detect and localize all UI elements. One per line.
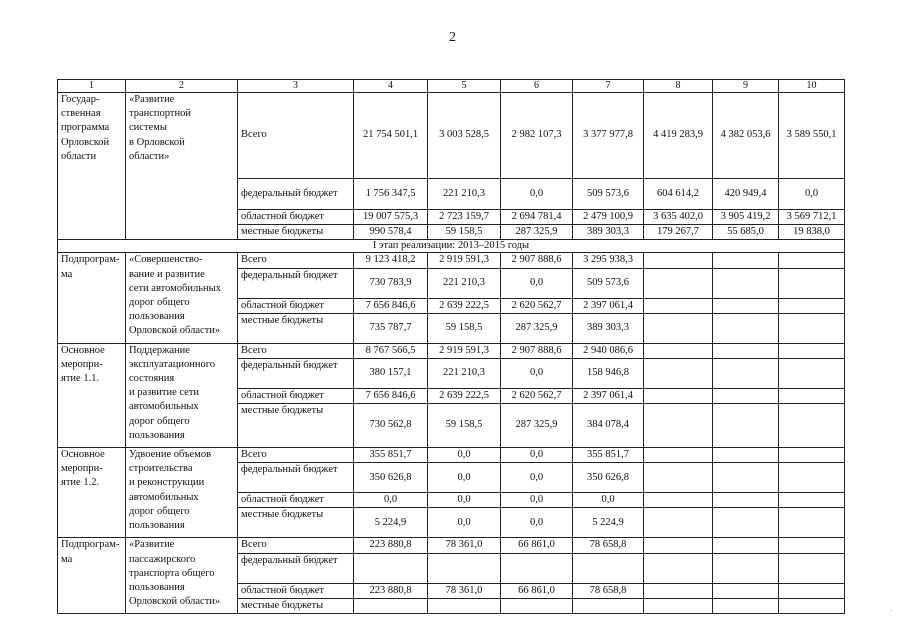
amount-cell: 2 620 562,7 — [501, 388, 573, 403]
funding-source: местные бюджеты — [238, 404, 354, 448]
empty-cell — [713, 493, 779, 508]
amount-cell: 287 325,9 — [501, 225, 573, 240]
empty-cell — [644, 553, 713, 583]
empty-cell — [644, 253, 713, 268]
amount-cell: 8 767 566,5 — [354, 343, 428, 358]
amount-cell: 287 325,9 — [501, 313, 573, 343]
funding-source: местные бюджеты — [238, 313, 354, 343]
stage-label: I этап реализации: 2013–2015 годы — [58, 240, 845, 253]
amount-cell: 389 303,3 — [573, 225, 644, 240]
funding-source: местные бюджеты — [238, 598, 354, 613]
empty-cell — [713, 298, 779, 313]
empty-cell — [644, 508, 713, 538]
amount-cell: 78 658,8 — [573, 583, 644, 598]
amount-cell: 221 210,3 — [428, 179, 501, 210]
empty-cell — [713, 313, 779, 343]
amount-cell: 55 685,0 — [713, 225, 779, 240]
empty-cell — [644, 598, 713, 613]
program-level: Основное меропри- ятие 1.1. — [58, 343, 126, 447]
empty-cell — [779, 253, 845, 268]
funding-source: областной бюджет — [238, 210, 354, 225]
empty-cell — [779, 553, 845, 583]
empty-cell — [644, 268, 713, 298]
amount-cell: 287 325,9 — [501, 404, 573, 448]
header-row — [58, 80, 845, 93]
empty-cell — [779, 583, 845, 598]
table-row — [58, 538, 845, 553]
empty-cell — [713, 463, 779, 493]
funding-source: областной бюджет — [238, 298, 354, 313]
empty-cell — [644, 358, 713, 388]
amount-cell: 3 295 938,3 — [573, 253, 644, 268]
funding-source: областной бюджет — [238, 583, 354, 598]
amount-cell: 5 224,9 — [354, 508, 428, 538]
amount-cell: 730 783,9 — [354, 268, 428, 298]
funding-source: Всего — [238, 253, 354, 268]
empty-cell — [644, 583, 713, 598]
amount-cell: 2 620 562,7 — [501, 298, 573, 313]
amount-cell: 2 397 061,4 — [573, 388, 644, 403]
amount-cell: 2 982 107,3 — [501, 93, 573, 179]
amount-cell: 350 626,8 — [354, 463, 428, 493]
amount-cell: 0,0 — [428, 508, 501, 538]
empty-cell — [713, 553, 779, 583]
amount-cell: 0,0 — [501, 493, 573, 508]
empty-cell — [644, 388, 713, 403]
amount-cell — [428, 553, 501, 583]
funding-source: областной бюджет — [238, 493, 354, 508]
amount-cell: 0,0 — [501, 508, 573, 538]
amount-cell: 59 158,5 — [428, 225, 501, 240]
empty-cell — [713, 598, 779, 613]
amount-cell: 2 723 159,7 — [428, 210, 501, 225]
amount-cell: 5 224,9 — [573, 508, 644, 538]
amount-cell: 3 905 419,2 — [713, 210, 779, 225]
empty-cell — [644, 298, 713, 313]
empty-cell — [713, 508, 779, 538]
amount-cell: 0,0 — [428, 448, 501, 463]
empty-cell — [779, 598, 845, 613]
amount-cell: 0,0 — [501, 358, 573, 388]
empty-cell — [779, 493, 845, 508]
amount-cell: 221 210,3 — [428, 268, 501, 298]
amount-cell: 0,0 — [501, 179, 573, 210]
funding-source: местные бюджеты — [238, 508, 354, 538]
amount-cell: 2 397 061,4 — [573, 298, 644, 313]
empty-cell — [779, 508, 845, 538]
amount-cell — [501, 553, 573, 583]
amount-cell — [573, 553, 644, 583]
empty-cell — [779, 268, 845, 298]
empty-cell — [713, 253, 779, 268]
amount-cell: 223 880,8 — [354, 538, 428, 553]
amount-cell: 59 158,5 — [428, 313, 501, 343]
empty-cell — [779, 313, 845, 343]
empty-cell — [779, 298, 845, 313]
amount-cell: 355 851,7 — [573, 448, 644, 463]
amount-cell: 4 419 283,9 — [644, 93, 713, 179]
amount-cell: 0,0 — [779, 179, 845, 210]
amount-cell: 730 562,8 — [354, 404, 428, 448]
table-row — [58, 253, 845, 268]
empty-cell — [713, 538, 779, 553]
funding-source: федеральный бюджет — [238, 463, 354, 493]
empty-cell — [713, 268, 779, 298]
empty-cell — [779, 448, 845, 463]
amount-cell — [501, 598, 573, 613]
empty-cell — [713, 388, 779, 403]
amount-cell: 4 382 053,6 — [713, 93, 779, 179]
amount-cell: 2 694 781,4 — [501, 210, 573, 225]
amount-cell: 350 626,8 — [573, 463, 644, 493]
amount-cell — [428, 598, 501, 613]
program-level: Подпрограм- ма — [58, 253, 126, 343]
amount-cell: 0,0 — [501, 268, 573, 298]
program-level: Государ- ственная программа Орловской области — [58, 93, 126, 240]
empty-cell — [779, 388, 845, 403]
empty-cell — [644, 463, 713, 493]
program-title: «Развитие пассажирского транспорта общего пользования Орловской области» — [126, 538, 238, 614]
amount-cell: 0,0 — [354, 493, 428, 508]
corner-mark: . — [890, 604, 892, 613]
amount-cell: 66 861,0 — [501, 538, 573, 553]
amount-cell: 509 573,6 — [573, 179, 644, 210]
empty-cell — [644, 313, 713, 343]
page-number: 2 — [449, 30, 456, 45]
amount-cell: 9 123 418,2 — [354, 253, 428, 268]
program-title: «Совершенство- вание и развитие сети автомобильных дорог общего пользования Орловской области» — [126, 253, 238, 343]
amount-cell: 2 919 591,3 — [428, 253, 501, 268]
column-header: 1 — [58, 80, 126, 93]
amount-cell: 66 861,0 — [501, 583, 573, 598]
amount-cell: 7 656 846,6 — [354, 388, 428, 403]
amount-cell: 3 635 402,0 — [644, 210, 713, 225]
empty-cell — [644, 448, 713, 463]
amount-cell: 19 007 575,3 — [354, 210, 428, 225]
amount-cell: 355 851,7 — [354, 448, 428, 463]
amount-cell: 3 569 712,1 — [779, 210, 845, 225]
amount-cell: 604 614,2 — [644, 179, 713, 210]
amount-cell: 384 078,4 — [573, 404, 644, 448]
funding-source: Всего — [238, 93, 354, 179]
program-title: Удвоение объемов строительства и реконструкции автомобильных дорог общего пользования — [126, 448, 238, 538]
amount-cell: 2 907 888,6 — [501, 343, 573, 358]
column-header: 5 — [428, 80, 501, 93]
program-title: Поддержание эксплуатационного состояния и развитие сети автомобильных дорог общего пользования — [126, 343, 238, 447]
amount-cell: 389 303,3 — [573, 313, 644, 343]
amount-cell: 380 157,1 — [354, 358, 428, 388]
amount-cell: 158 946,8 — [573, 358, 644, 388]
program-level: Подпрограм- ма — [58, 538, 126, 614]
amount-cell: 420 949,4 — [713, 179, 779, 210]
amount-cell: 3 377 977,8 — [573, 93, 644, 179]
column-header: 9 — [713, 80, 779, 93]
stage-row — [58, 240, 845, 253]
funding-source: федеральный бюджет — [238, 553, 354, 583]
amount-cell: 59 158,5 — [428, 404, 501, 448]
empty-cell — [644, 404, 713, 448]
empty-cell — [779, 358, 845, 388]
amount-cell: 2 907 888,6 — [501, 253, 573, 268]
empty-cell — [644, 538, 713, 553]
amount-cell: 7 656 846,6 — [354, 298, 428, 313]
amount-cell: 78 361,0 — [428, 583, 501, 598]
amount-cell: 221 210,3 — [428, 358, 501, 388]
column-header: 8 — [644, 80, 713, 93]
empty-cell — [713, 448, 779, 463]
empty-cell — [779, 538, 845, 553]
funding-source: областной бюджет — [238, 388, 354, 403]
column-header: 4 — [354, 80, 428, 93]
column-header: 2 — [126, 80, 238, 93]
empty-cell — [644, 343, 713, 358]
empty-cell — [779, 343, 845, 358]
amount-cell: 2 639 222,5 — [428, 298, 501, 313]
amount-cell: 2 940 086,6 — [573, 343, 644, 358]
amount-cell: 3 589 550,1 — [779, 93, 845, 179]
empty-cell — [713, 404, 779, 448]
column-header: 10 — [779, 80, 845, 93]
funding-source: федеральный бюджет — [238, 179, 354, 210]
amount-cell: 179 267,7 — [644, 225, 713, 240]
amount-cell: 0,0 — [501, 448, 573, 463]
table-row — [58, 343, 845, 358]
amount-cell: 509 573,6 — [573, 268, 644, 298]
table-row — [58, 93, 845, 179]
empty-cell — [779, 463, 845, 493]
amount-cell: 78 361,0 — [428, 538, 501, 553]
funding-source: федеральный бюджет — [238, 358, 354, 388]
amount-cell — [573, 598, 644, 613]
amount-cell: 3 003 528,5 — [428, 93, 501, 179]
funding-source: Всего — [238, 448, 354, 463]
empty-cell — [779, 404, 845, 448]
amount-cell: 19 838,0 — [779, 225, 845, 240]
program-title: «Развитие транспортной системы в Орловской области» — [126, 93, 238, 240]
amount-cell: 2 639 222,5 — [428, 388, 501, 403]
funding-source: Всего — [238, 538, 354, 553]
amount-cell: 21 754 501,1 — [354, 93, 428, 179]
amount-cell: 990 578,4 — [354, 225, 428, 240]
amount-cell: 0,0 — [428, 463, 501, 493]
funding-source: местные бюджеты — [238, 225, 354, 240]
table-row — [58, 448, 845, 463]
column-header: 3 — [238, 80, 354, 93]
funding-source: Всего — [238, 343, 354, 358]
amount-cell: 0,0 — [428, 493, 501, 508]
column-header: 6 — [501, 80, 573, 93]
empty-cell — [713, 583, 779, 598]
amount-cell: 1 756 347,5 — [354, 179, 428, 210]
funding-source: федеральный бюджет — [238, 268, 354, 298]
amount-cell: 735 787,7 — [354, 313, 428, 343]
empty-cell — [713, 343, 779, 358]
column-header: 7 — [573, 80, 644, 93]
amount-cell — [354, 598, 428, 613]
amount-cell: 2 479 100,9 — [573, 210, 644, 225]
amount-cell: 223 880,8 — [354, 583, 428, 598]
amount-cell: 0,0 — [501, 463, 573, 493]
budget-table — [57, 79, 845, 614]
empty-cell — [644, 493, 713, 508]
amount-cell: 78 658,8 — [573, 538, 644, 553]
program-level: Основное меропри- ятие 1.2. — [58, 448, 126, 538]
amount-cell: 2 919 591,3 — [428, 343, 501, 358]
empty-cell — [713, 358, 779, 388]
amount-cell — [354, 553, 428, 583]
amount-cell: 0,0 — [573, 493, 644, 508]
